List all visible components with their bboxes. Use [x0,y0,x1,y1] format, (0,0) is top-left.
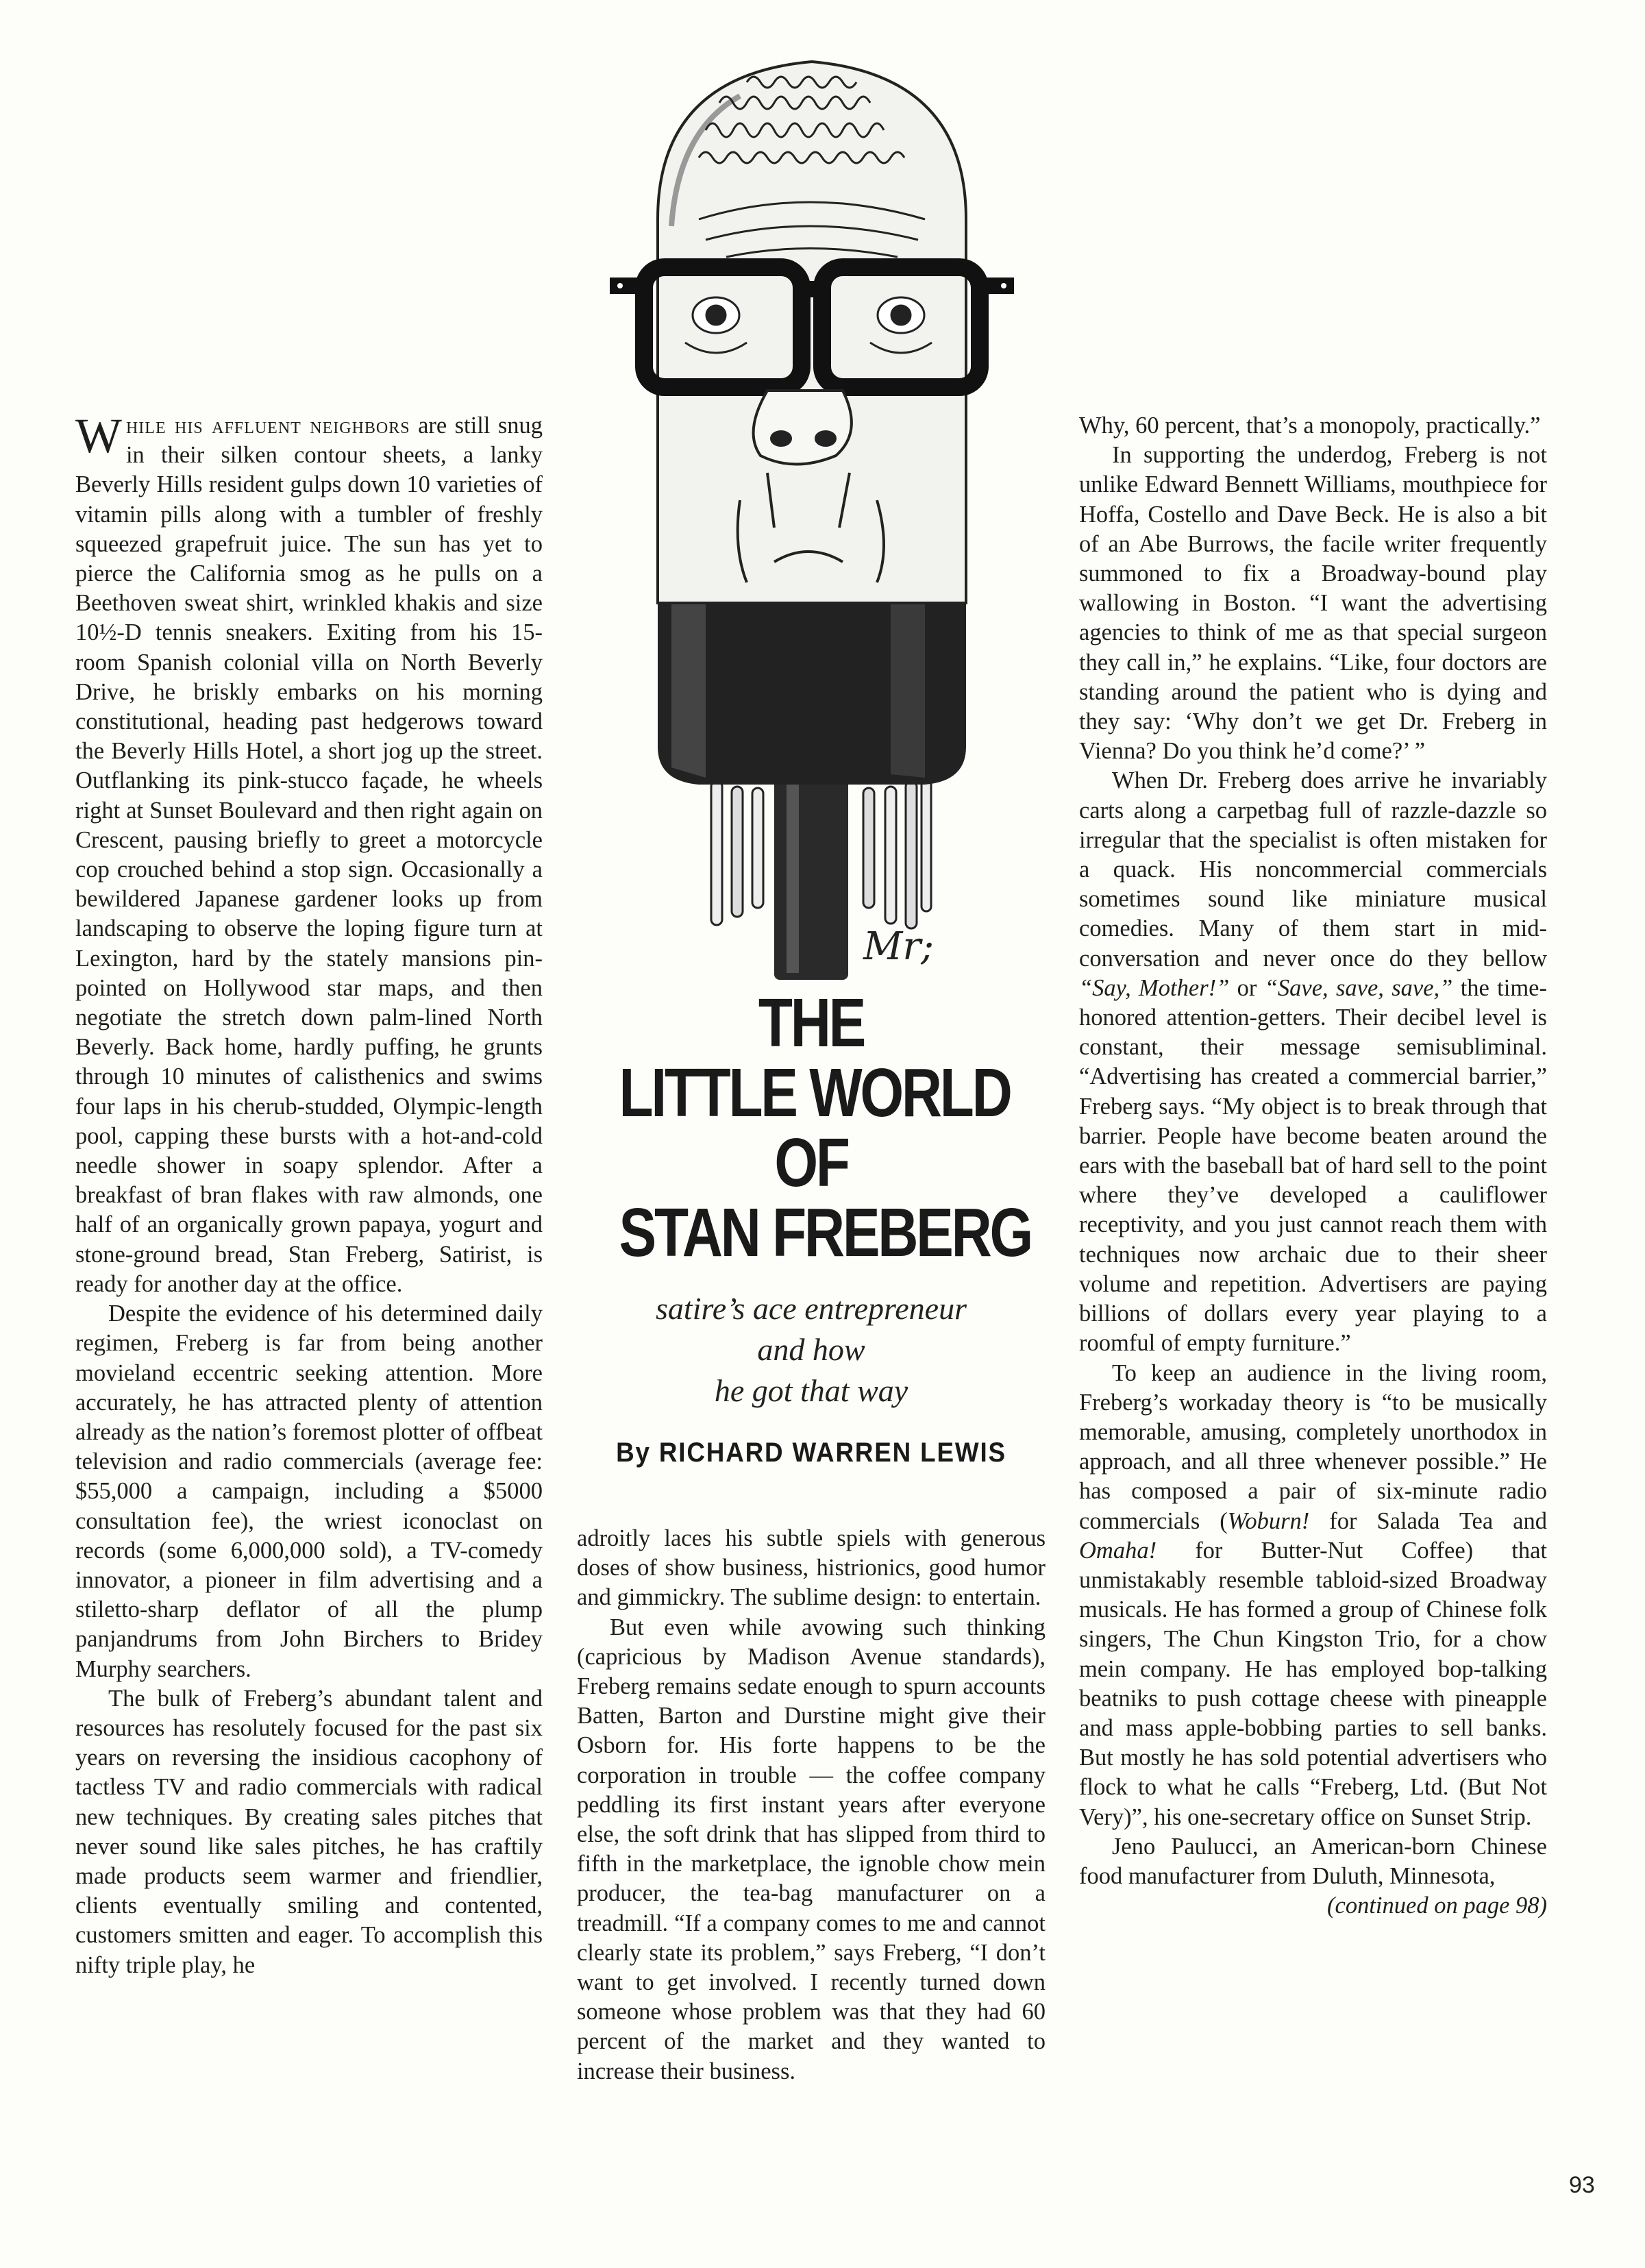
text-column-middle [577,1524,1046,2086]
text-column-right [1079,411,1547,1921]
paragraph: To keep an audience in the living room, Freberg’s workaday theory is “to be musically memorable, amusing, completely unorthodox in approach, and all three whenever possible.” He has composed a pair of six-minute radio commercials (Woburn! for Salada Tea and Omaha! for Butter-Nut Coffee) that unmistakably resemble tabloid-sized Broadway musicals. He has formed a group of Chinese folk singers, The Chun Kingston Trio, for a chow mein company. He has employed bop-talking beatniks to push cottage cheese with pineapple and mass apple-bobbing parties to sell banks. But mostly he has sold potential advertisers who flock to what he calls “Freberg, Ltd. (But Not Very)”, his one-secretary office on Sunset Strip. [1079,1359,1547,1830]
paragraph: The bulk of Freberg’s abundant talent and resources has resolutely focused for the past six years on reversing the insidious cacophony of tactless TV and radio commercials with radical new techniques. By creating sales pitches that never sound like sales pitches, he has craftily made products seem warmer and friendlier, clients eventually smiling and contented, customers smitten and eager. To accomplish this nifty triple play, he [75,1685,543,1978]
paragraph: When Dr. Freberg does arrive he invariably carts along a carpetbag full of razzle-dazzle so irregular that the specialist is often mistaken for a quack. His noncommercial commercials sometimes sound like miniature musical comedies. Many of them start in mid-conversation and never once do they bellow “Say, Mother!” or “Save, save, save,” the time-honored attention-getters. Their decibel level is constant, their message semisubliminal. “Advertising has created a commercial barrier,” Freberg says. “My object is to break through that barrier. People have become beaten around the ears with the baseball bat of hard sell to the point where they’ve developed a cauliflower receptivity, and you just cannot reach them with techniques now archaic due to their sheer volume and repetition. Advertisers are paying billions of dollars every year playing to a roomful of empty furniture.” [1079,767,1547,1357]
drop-cap: W [75,408,122,463]
paragraph: adroitly laces his subtle spiels with generous doses of show business, histrionics, good humor and gimmickry. The sublime design: to entertain. [577,1525,1046,1611]
title-line: OF [774,1124,848,1201]
caricature-illustration [569,21,1055,994]
title-line: THE [758,985,865,1061]
page-number: 93 [1569,2172,1595,2198]
byline: By RICHARD WARREN LEWIS [616,1438,1006,1468]
paragraph: In supporting the underdog, Freberg is not unlike Edward Bennett Williams, mouthpiece for Hoffa, Costello and Dave Beck. He is also a bit of an Abe Burrows, the facile writer frequently summoned to fix a Broadway-bound play wallowing in Boston. “I want the advertising agencies to think of me as that special surgeon they call in,” he explains. “Like, four doctors are standing around the patient who is dying and they say: ‘Why don’t we get Dr. Freberg in Vienna? Do you think he’d come?’ ” [1079,442,1547,765]
paragraph: Despite the evidence of his determined daily regimen, Freberg is far from being another movieland eccentric seeking attention. More accurately, he has attracted plenty of attention already as the nation’s foremost plotter of offbeat television and radio commercials (average fee: $55,000 a campaign, including a $5000 consultation fee), the wriest iconoclast on records (some 6,000,000 sold), a TV-comedy innovator, a pioneer in film advertising and a stiletto-sharp deflator of all the plump panjandrums from John Birchers to Bridey Murphy searchers. [75,1301,543,1682]
paragraph: While his affluent neighbors are still snug in their silken contour sheets, a lanky Beverly Hills resident gulps down 10 varieties of vitamin pills along with a tumbler of freshly squeezed grapefruit juice. The sun has yet to pierce the California smog as he pulls on a Beethoven sweat shirt, wrinkled khakis and size 10½-D tennis sneakers. Exiting from his 15-room Spanish colonial villa on North Beverly Drive, he briskly embarks on his morning constitutional, heading past hedgerows toward the Beverly Hills Hotel, a short jog up the street. Outflanking its pink-stucco façade, he wheels right at Sunset Boulevard and then right again on Crescent, pausing briefly to greet a motorcycle cop crouched behind a stop sign. Occasionally a bewildered Japanese gardener looks up from landscaping to observe the loping figure turn at Lexington, hard by the stately mansions pin-pointed on Hollywood star maps, and then negotiate the stretch down palm-lined North Beverly. Back home, hardly puffing, he grunts through 10 minutes of calisthenics and swims four laps in his cherub-studded, Olympic-length pool, capping these bursts with a hot-and-cold needle shower in soapy splendor. After a breakfast of bran flakes with raw almonds, one half of an organically grown papaya, yogurt and stone-ground bread, Stan Freberg, Satirist, is ready for another day at the office. [75,408,543,1297]
paragraph: But even while avowing such thinking (capricious by Madison Avenue standards), Freberg remains sedate enough to spurn accounts Batten, Barton and Durstine might give their Osborn for. His forte happens to be the corporation in trouble — the coffee company peddling its first instant years after everyone else, the soft drink that has slipped from third to fifth in the marketplace, the ignoble chow mein producer, the tea-bag manufacturer on a treadmill. “If a company comes to me and cannot clearly state its problem,” says Freberg, “I don’t want to get involved. I recently turned down someone whose problem was that they had 60 percent of the market and they wanted to increase their business. [577,1614,1046,2084]
lead-in: hile his affluent neighbors [125,412,410,439]
subtitle-line: he got that way [714,1373,908,1408]
tube-center-post [774,774,848,980]
nose [754,391,852,465]
subtitle-line: satire’s ace entrepreneur [656,1291,967,1326]
paragraph: Why, 60 percent, that’s a monopoly, practically.” [1079,412,1541,439]
subtitle-line: and how [757,1332,865,1367]
title-line: LITTLE WORLD [619,1055,1011,1131]
continuation-note: (continued on page 98) [1327,1893,1547,1919]
title-line: STAN FREBERG [619,1194,1032,1271]
paragraph: Jeno Paulucci, an American-born Chinese food manufacturer from Duluth, Minnesota, (continued on page 98) [1079,1832,1547,1891]
article-title [619,985,1032,1271]
illustrator-signature: Mr; [863,924,934,969]
tube-glass-head [658,62,966,603]
text-column-left [75,408,543,1980]
article-subtitle [577,1288,1046,1412]
